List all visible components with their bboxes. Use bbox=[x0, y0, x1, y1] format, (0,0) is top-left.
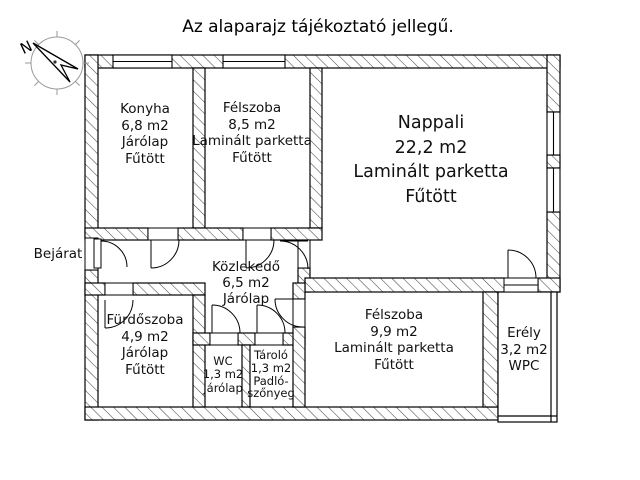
wall-segment bbox=[547, 155, 560, 168]
threshold bbox=[255, 333, 283, 345]
door-tarolo bbox=[257, 305, 285, 333]
room-name: Tároló bbox=[254, 348, 288, 362]
wall-segment bbox=[271, 228, 322, 240]
room-floor: Laminált parketta bbox=[334, 340, 454, 356]
room-label-tarolo bbox=[247, 349, 295, 400]
room-label-felszoba-felso bbox=[192, 100, 312, 166]
door-bejarat bbox=[94, 239, 127, 268]
room-area: 4,9 m2 bbox=[121, 328, 169, 345]
room-label-erkely bbox=[500, 325, 548, 375]
room-area: 9,9 m2 bbox=[370, 323, 418, 340]
room-label-nappali bbox=[353, 111, 508, 209]
room-label-felszoba-also bbox=[334, 307, 454, 373]
room-area: 8,5 m2 bbox=[228, 116, 276, 133]
room-floor: Járólap bbox=[121, 345, 169, 361]
room-area: 1,3 m2 bbox=[202, 367, 244, 382]
room-heating: Fűtött bbox=[405, 186, 457, 207]
wall-segment bbox=[547, 55, 560, 112]
room-area: 3,2 m2 bbox=[500, 341, 548, 358]
room-label-wc bbox=[203, 355, 243, 395]
room-name: Konyha bbox=[120, 101, 170, 117]
wall-segment bbox=[483, 292, 498, 407]
room-floor: szőnyeg bbox=[247, 386, 295, 401]
room-floor: Járólap bbox=[121, 134, 169, 150]
room-heating: Fűtött bbox=[125, 361, 165, 378]
room-floor: Járólap bbox=[222, 291, 270, 307]
compass-icon bbox=[17, 31, 89, 95]
threshold bbox=[105, 283, 133, 295]
compass-north-label: N bbox=[17, 36, 36, 59]
entrance-label: Bejárat bbox=[33, 246, 83, 262]
room-area: 6,5 m2 bbox=[222, 275, 270, 291]
door-konyha bbox=[151, 240, 179, 268]
wall-segment bbox=[293, 283, 305, 299]
wall-segment bbox=[85, 283, 105, 295]
room-label-konyha bbox=[120, 101, 170, 167]
door-wc bbox=[212, 305, 240, 333]
door-erkely bbox=[508, 250, 536, 278]
room-heating: Fűtött bbox=[232, 149, 272, 166]
wall-segment bbox=[85, 55, 98, 238]
wall-segment bbox=[133, 283, 205, 295]
wall-segment bbox=[293, 327, 305, 407]
room-area: 1,3 m2 bbox=[250, 360, 292, 375]
threshold bbox=[148, 228, 178, 240]
wall-segment bbox=[193, 333, 210, 345]
room-floor: WPC bbox=[508, 358, 540, 374]
room-floor: Laminált parketta bbox=[353, 162, 509, 182]
page-title: Az alaparajz tájékoztató jellegű. bbox=[182, 17, 454, 37]
threshold bbox=[210, 333, 238, 345]
threshold bbox=[243, 228, 271, 240]
wall-segment bbox=[85, 407, 498, 420]
wall-segment bbox=[178, 228, 243, 240]
room-name: WC bbox=[213, 354, 233, 368]
room-area: 22,2 m2 bbox=[394, 137, 468, 158]
room-floor: Járólap bbox=[203, 380, 243, 395]
wall-segment bbox=[238, 333, 255, 345]
room-name: Nappali bbox=[397, 113, 465, 133]
room-label-furdoszoba bbox=[107, 312, 184, 378]
room-floor: Laminált parketta bbox=[192, 133, 312, 149]
room-name: Félszoba bbox=[364, 307, 424, 323]
room-area: 6,8 m2 bbox=[121, 117, 169, 134]
room-name: Félszoba bbox=[222, 100, 282, 116]
room-name: Erély bbox=[507, 325, 541, 341]
room-name: Közlekedő bbox=[211, 259, 281, 275]
room-label-kozlekedo bbox=[212, 259, 280, 307]
room-name: Fürdőszoba bbox=[106, 312, 184, 328]
room-heating: Fűtött bbox=[374, 356, 414, 373]
room-heating: Fűtött bbox=[125, 150, 165, 167]
threshold bbox=[293, 299, 305, 327]
wall-segment bbox=[538, 278, 560, 292]
room-floor: Padló- bbox=[253, 373, 289, 388]
wall-segment bbox=[305, 278, 505, 292]
